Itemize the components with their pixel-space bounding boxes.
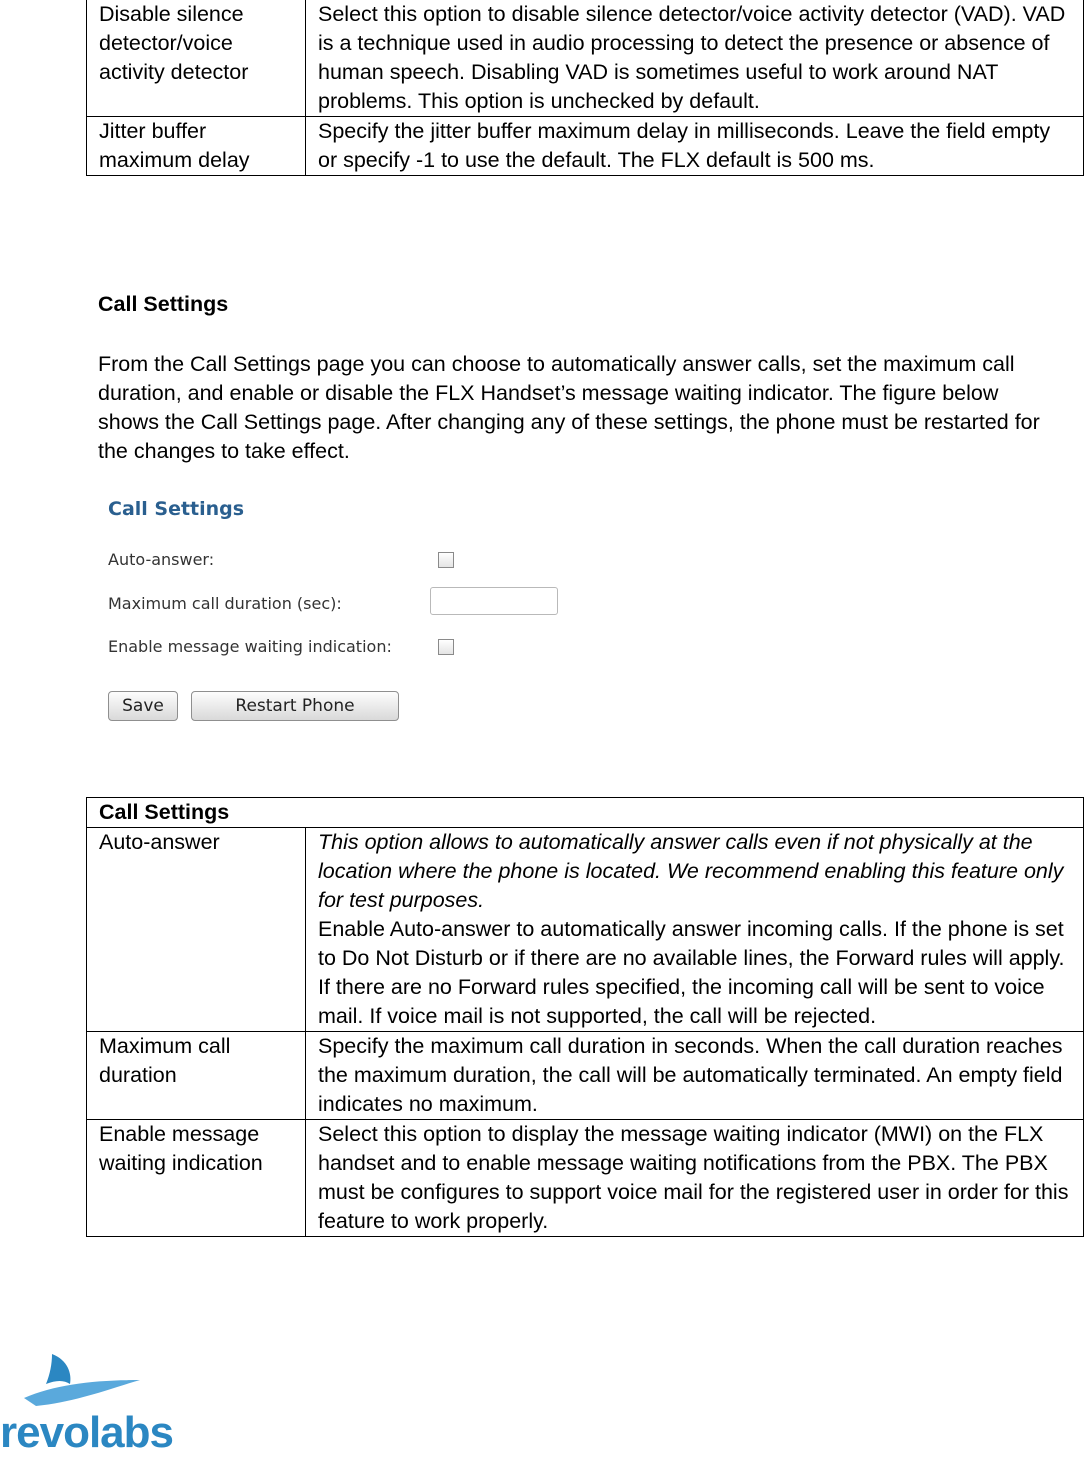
auto-answer-description: Enable Auto-answer to automatically answer incoming calls. If the phone is set to Do Not Disturb or if there are no available lines, the Forward rules will apply. If there are no Forward rules specified, the incoming call will be sent to voice mail. If voice mail is not supported, the call will be rejected.: [318, 917, 1065, 1028]
auto-answer-note: This option allows to automatically answer calls even if not physically at the location where the phone is located. We recommend enabling this feature only for test purposes.: [318, 830, 1064, 912]
revolabs-logo: [0, 1350, 173, 1462]
max-duration-input[interactable]: [430, 587, 558, 615]
logo-wordmark: revolabs: [0, 1408, 173, 1457]
settings-table-continued: [86, 0, 1084, 176]
section-heading: Call Settings: [98, 292, 229, 316]
max-duration-label: Maximum call duration (sec):: [108, 594, 342, 613]
row-description: Specify the maximum call duration in seconds. When the call duration reaches the maximum duration, the call will be automatically terminated. An empty field indicates no maximum.: [306, 1032, 1084, 1120]
row-label: Jitter buffer maximum delay: [87, 117, 306, 176]
row-description: [306, 828, 1084, 1032]
table-row: [87, 117, 1084, 176]
call-settings-table: [86, 797, 1084, 1237]
save-button[interactable]: Save: [108, 691, 178, 721]
table-header-row: [87, 798, 1084, 828]
row-label: Enable message waiting indication: [87, 1120, 306, 1237]
figure-title: Call Settings: [108, 498, 245, 520]
mwi-checkbox[interactable]: [438, 639, 454, 655]
section-intro: From the Call Settings page you can choose to automatically answer calls, set the maximum call duration, and enable or disable the FLX Handset’s message waiting indicator. The figure below shows the Call Settings page. After changing any of these settings, the phone must be restarted for the changes to take effect.: [98, 352, 1040, 463]
row-description: Select this option to disable silence detector/voice activity detector (VAD). VAD is a technique used in audio processing to detect the presence or absence of human speech. Disabling VAD is sometimes useful to work around NAT problems. This option is unchecked by default.: [306, 0, 1084, 117]
row-label: Auto-answer: [87, 828, 306, 1032]
table-row: [87, 828, 1084, 1032]
restart-phone-button[interactable]: Restart Phone: [191, 691, 399, 721]
table-row: [87, 1120, 1084, 1237]
mwi-label: Enable message waiting indication:: [108, 637, 392, 656]
row-label: Disable silence detector/voice activity detector: [87, 0, 306, 117]
row-description: Specify the jitter buffer maximum delay in milliseconds. Leave the field empty or specify -1 to use the default. The FLX default is 500 ms.: [306, 117, 1084, 176]
table-row: [87, 0, 1084, 117]
auto-answer-label: Auto-answer:: [108, 550, 215, 569]
row-label: Maximum call duration: [87, 1032, 306, 1120]
row-description: Select this option to display the message waiting indicator (MWI) on the FLX handset and to enable message waiting notifications from the PBX. The PBX must be configures to support voice mail for the registered user in order for this feature to work properly.: [306, 1120, 1084, 1237]
table-row: [87, 1032, 1084, 1120]
auto-answer-checkbox[interactable]: [438, 552, 454, 568]
fin-icon: [16, 1350, 146, 1412]
call-settings-screenshot: [100, 490, 570, 730]
table-header: Call Settings: [87, 798, 1084, 828]
